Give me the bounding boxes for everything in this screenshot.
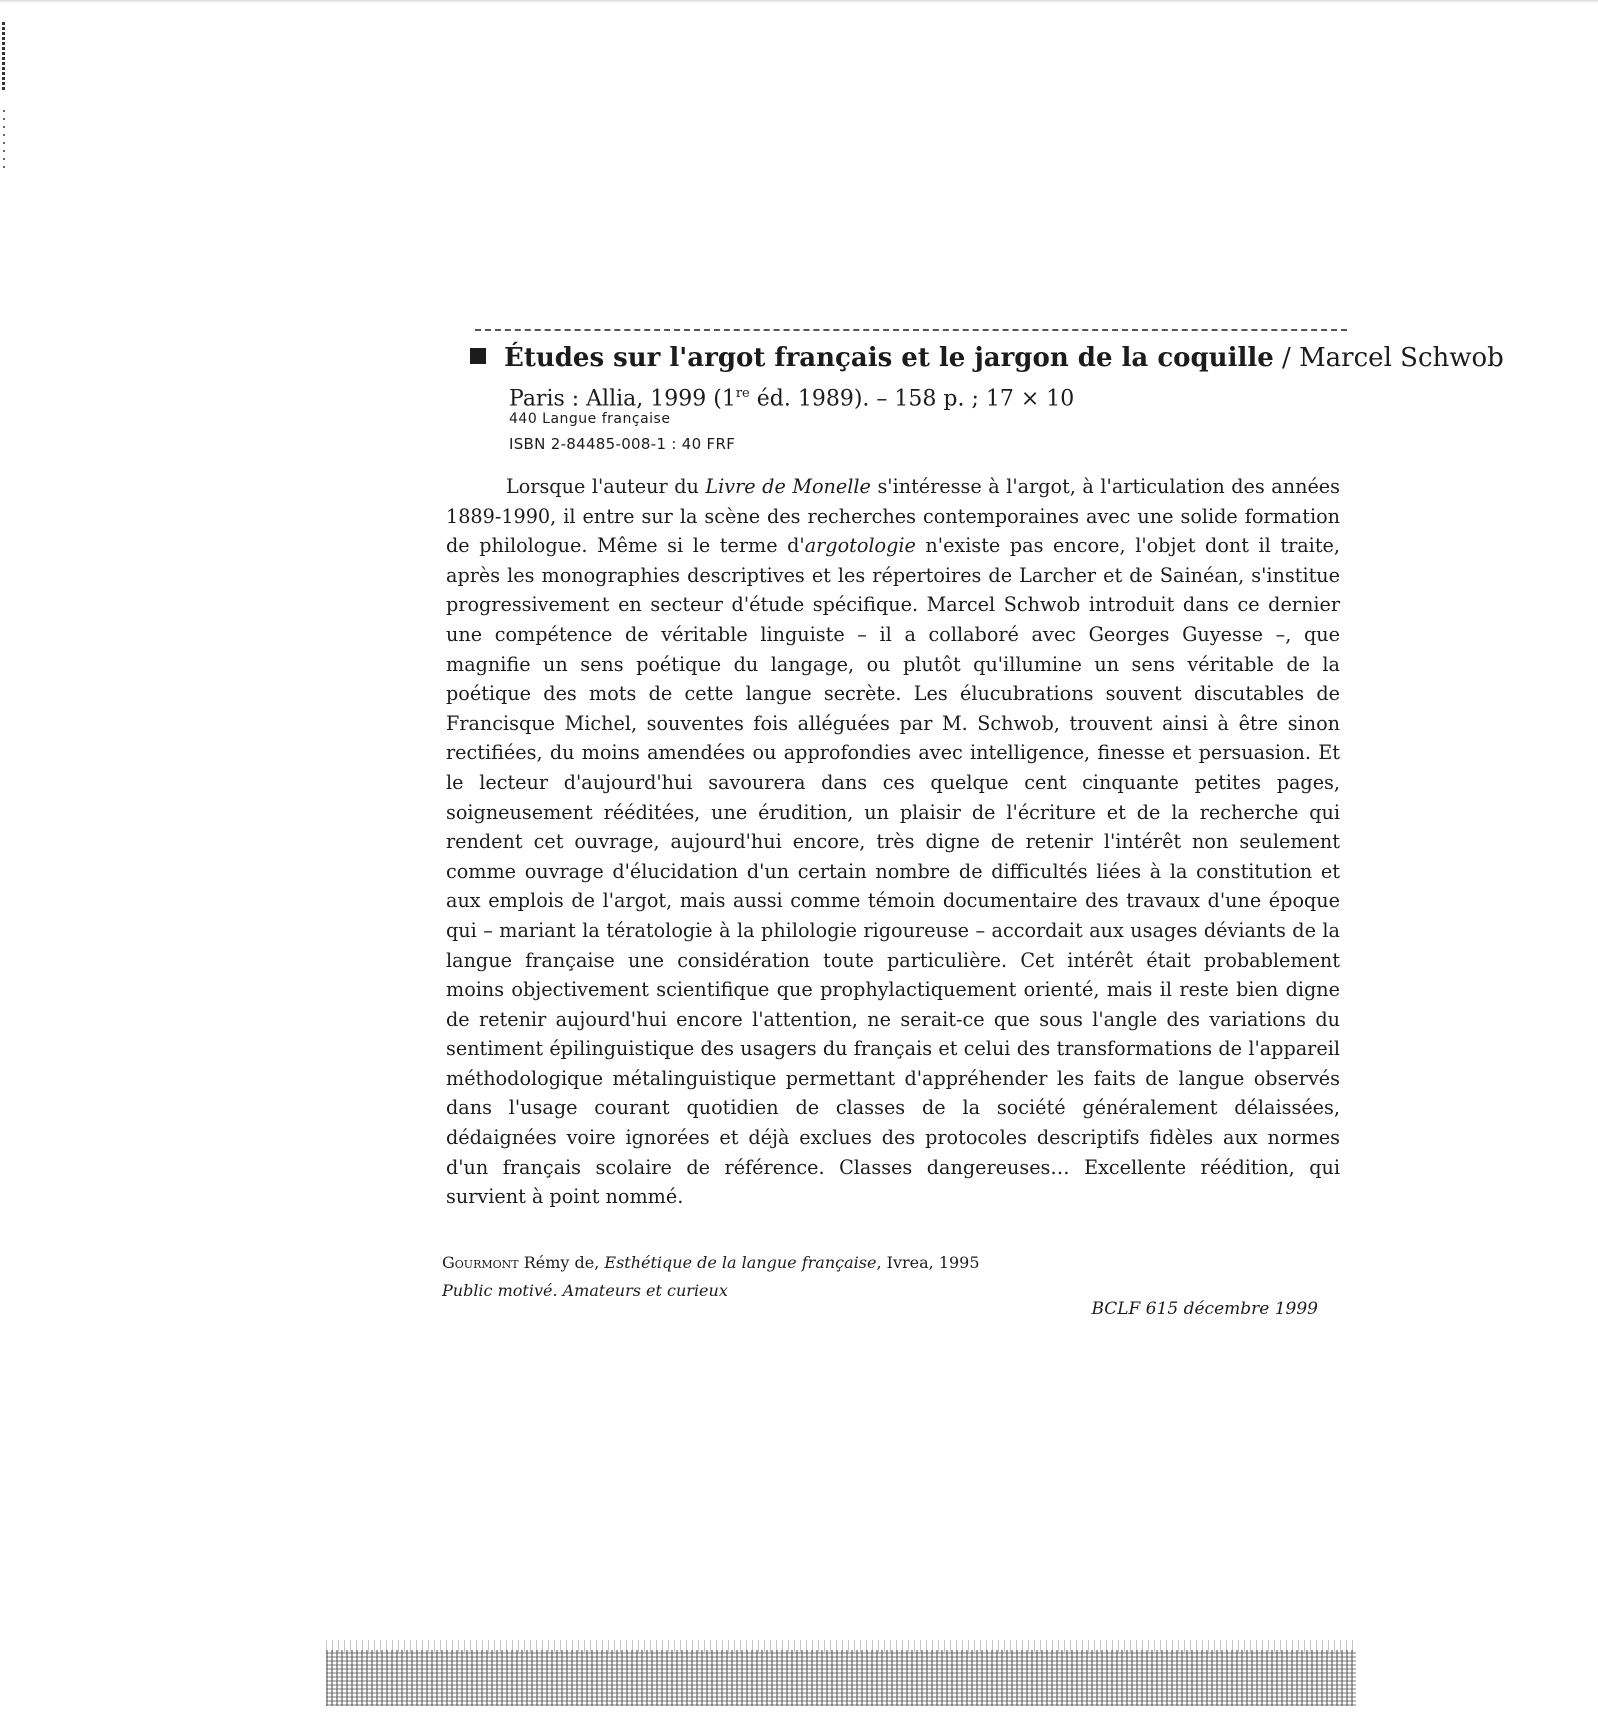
related-author-rest: Rémy de, <box>518 1253 605 1272</box>
scan-top-edge <box>0 0 1598 3</box>
record-title: Études sur l'argot français et le jargon de la coquille <box>504 343 1274 373</box>
source-citation: BCLF 615 décembre 1999 <box>1091 1299 1318 1319</box>
related-author-surname: Gourmont <box>442 1253 519 1272</box>
imprint-text-1: Paris : Allia, 1999 (1 <box>509 386 736 412</box>
related-publisher: , Ivrea, 1995 <box>876 1253 980 1272</box>
review-paragraph <box>446 472 1340 1212</box>
separator-rule <box>475 329 1347 331</box>
related-work-title: Esthétique de la langue française <box>604 1253 877 1272</box>
review-text-2: s'intéresse à l'argot, à l'articulation des années 1889-1990, il entre sur la scène des recherches contemporaines avec une solide formation de philologue. Même si le terme d' <box>446 475 1341 558</box>
scan-noise-band <box>326 1650 1356 1706</box>
related-work <box>442 1252 980 1274</box>
scan-left-edge-mark <box>2 22 5 92</box>
review-italic-title: Livre de Monelle <box>705 475 871 498</box>
record-isbn: ISBN 2-84485-008-1 : 40 FRF <box>509 435 736 453</box>
review-text-1: Lorsque l'auteur du <box>506 475 706 498</box>
bullet-square-icon <box>470 348 486 364</box>
review-text-3: n'existe pas encore, l'objet dont il traite, après les monographies descriptives et les répertoires de Larcher et de Sainéan, s'institue progressivement en secteur d'étude spécifique. Marcel Schwob introduit dans ce dernier une compétence de véritable linguiste – il a collaboré avec Georges Guyesse –, que magnifie un sens poétique du langage, ou plutôt qu'illumine un sens véritable de la poétique des mots de cette langue secrète. Les élucubrations souvent discutables de Francisque Michel, souventes fois alléguées par M. Schwob, trouvent ainsi à être sinon rectifiées, du moins amendées ou approfondies avec intelligence, finesse et persuasion. Et le lecteur d'aujourd'hui savourera dans ces quelque cent cinquante petites pages, soigneusement rééditées, une érudition, un plaisir de l'écriture et de la recherche qui rendent cet ouvrage, aujourd'hui encore, très digne de retenir l'intérêt non seulement comme ouvrage d'élucidation d'un certain nombre de difficultés liées à la constitution et aux emplois de l'argot, mais aussi comme témoin documentaire des travaux d'une époque qui – mariant la tératologie à la philologie rigoureuse – accordait aux usages déviants de la langue française une considération toute particulière. Cet intérêt était probablement moins objectivement scientifique que prophylactiquement orienté, mais il reste bien digne de retenir aujourd'hui encore l'attention, ne serait-ce que sous l'angle des variations du sentiment épilinguistique des usagers du français et celui des transformations de l'appareil méthodologique métalinguistique permettant d'appréhender les faits de langue observés dans l'usage courant quotidien de classes de la société généralement délaissées, dédaignées voire ignorées et déjà exclues des protocoles descriptifs fidèles aux normes d'un français scolaire de référence. Classes dangereuses… Excellente réédition, qui survient à point nommé. <box>446 534 1340 1209</box>
record-imprint <box>509 380 1074 413</box>
audience-note: Public motivé. Amateurs et curieux <box>442 1281 728 1300</box>
author-separator: / <box>1273 343 1300 373</box>
record-author: Marcel Schwob <box>1299 343 1504 373</box>
record-subject: 440 Langue française <box>509 411 671 427</box>
imprint-text-2: éd. 1989). – 158 p. ; 17 × 10 <box>749 386 1075 412</box>
review-italic-term: argotologie <box>804 534 916 558</box>
record-heading <box>470 342 1504 374</box>
scan-left-edge-mark-2 <box>3 110 5 170</box>
imprint-superscript: re <box>735 386 750 401</box>
